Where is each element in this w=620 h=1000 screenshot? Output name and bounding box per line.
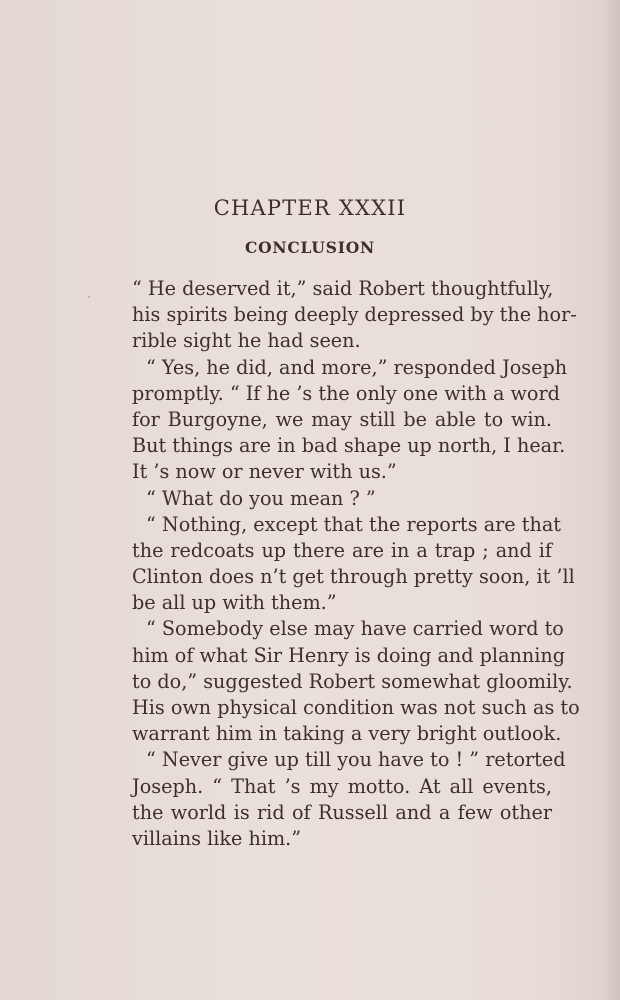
text-line: the world is rid of Russell and a few other [132,800,552,824]
text-line: “ Somebody else may have carried word to [146,617,564,641]
text-line: “ Yes, he did, and more,” responded Joseph [146,355,568,379]
text-line: promptly. “ If he ’s the only one with a word [132,381,560,405]
text-line: villains like him.” [132,826,302,850]
chapter-subtitle: CONCLUSION [244,238,376,257]
text-line: warrant him in taking a very bright outlook. [132,722,562,746]
body-text [132,276,580,852]
text-line: him of what Sir Henry is doing and planning [132,643,566,667]
page-edge-shadow [602,0,620,1000]
text-line: But things are in bad shape up north, I hear. [132,434,566,458]
text-line: “ Nothing, except that the reports are that [146,512,561,536]
text-line: “ He deserved it,” said Robert thoughtfully, [132,277,554,300]
text-line: be all up with them.” [132,591,337,615]
text-line: rible sight he had seen. [132,329,361,353]
chapter-title: CHAPTER XXXII [213,196,407,220]
text-line: “ What do you mean ? ” [146,486,376,510]
text-line: for Burgoyne, we may still be able to win. [132,407,552,431]
text-line: His own physical condition was not such as to [132,696,580,719]
text-line: his spirits being deeply depressed by the hor- [132,303,577,327]
text-line: Joseph. “ That ’s my motto. At all events, [132,774,552,798]
text-line: It ’s now or never with us.” [132,460,397,484]
text-line: the redcoats up there are in a trap ; and if [132,538,552,562]
text-line: to do,” suggested Robert somewhat gloomily. [132,669,573,693]
text-line: “ Never give up till you have to ! ” retorted [146,748,566,772]
paper-speck [88,296,90,298]
text-line: Clinton does n’t get through pretty soon, it ’ll [132,565,575,589]
